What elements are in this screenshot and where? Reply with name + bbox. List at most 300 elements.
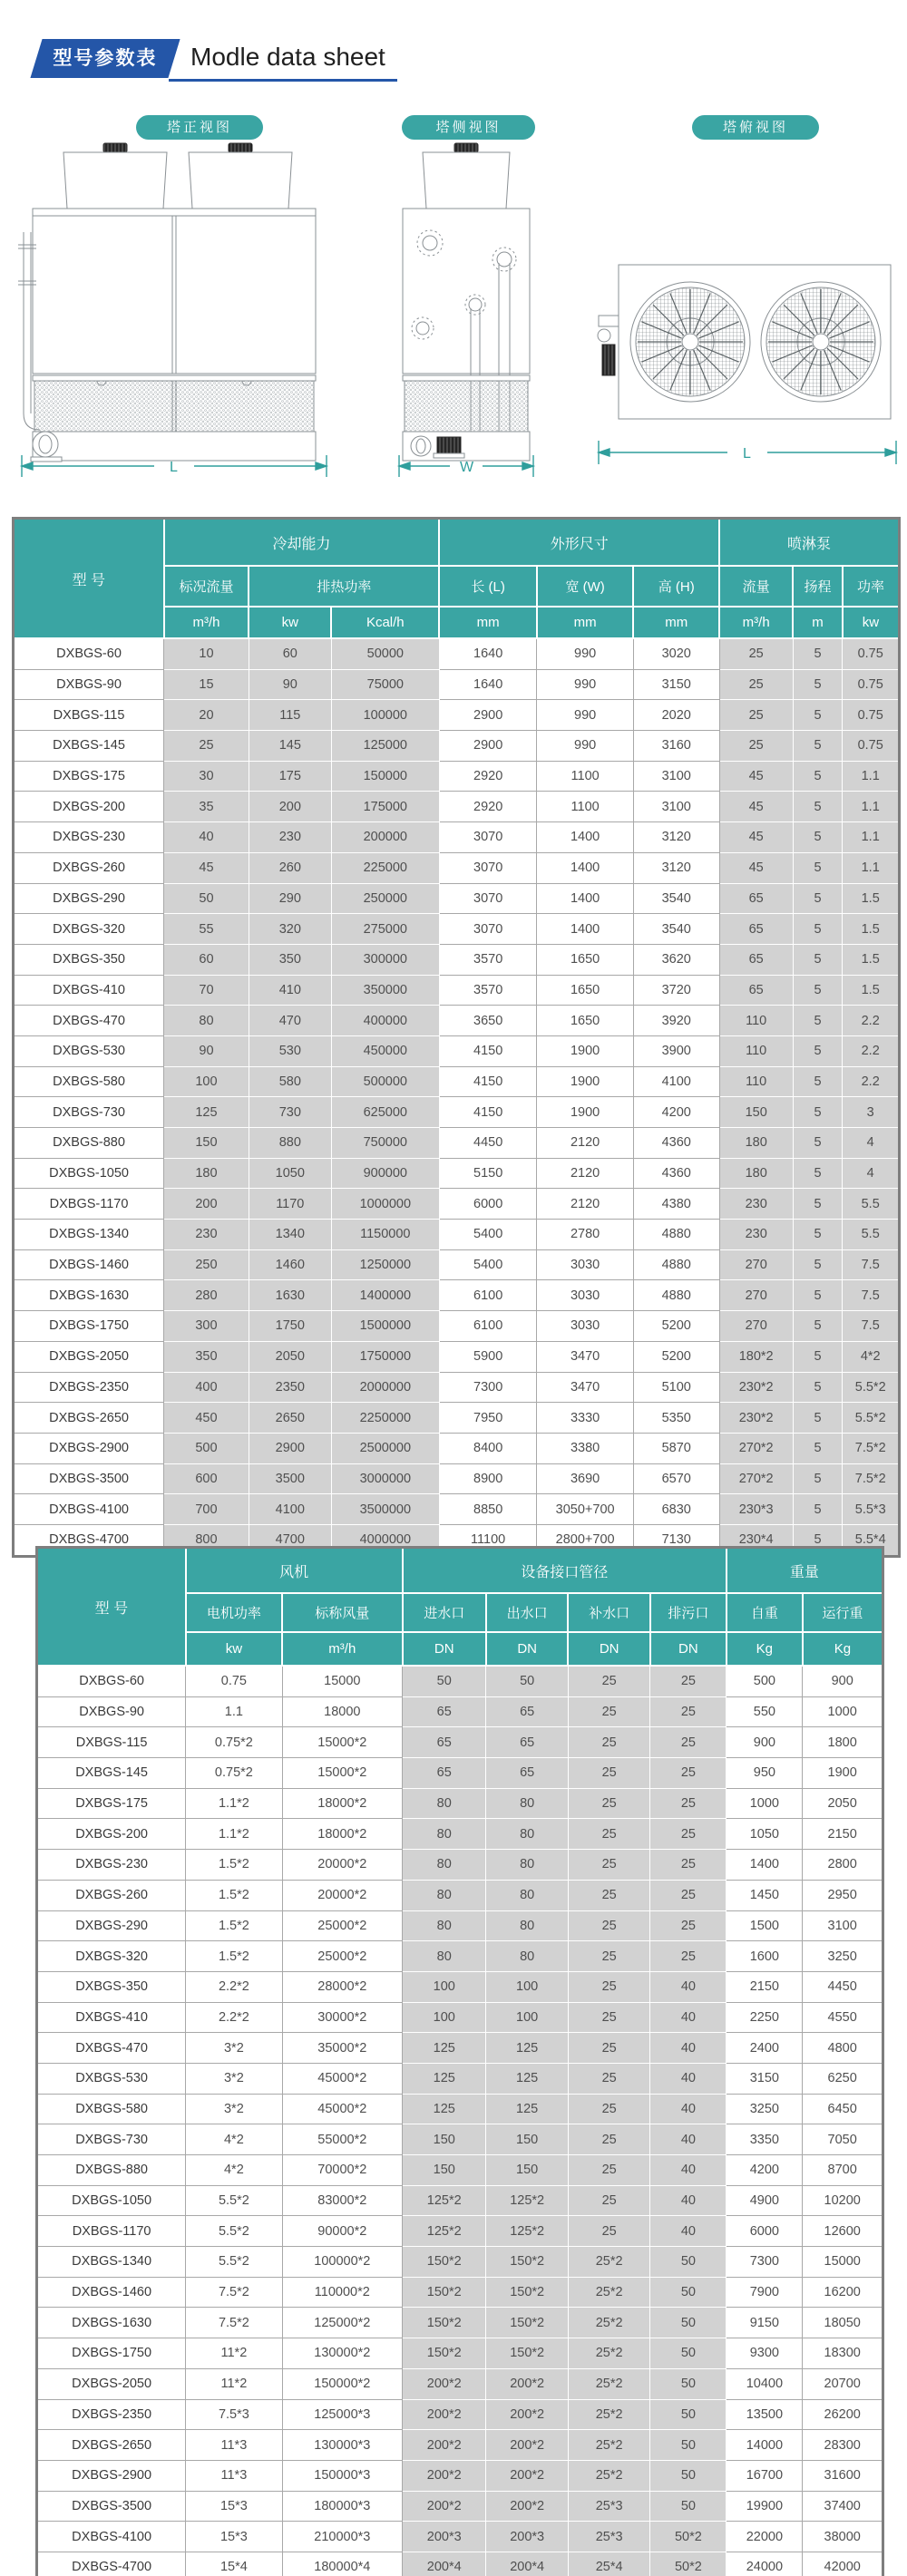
value-cell: 13500 [727,2399,803,2430]
model-cell: DXBGS-290 [37,1910,186,1941]
value-cell: 25*3 [568,2522,650,2552]
model-cell: DXBGS-90 [14,669,164,700]
value-cell: 3650 [439,1006,536,1036]
value-cell: 990 [537,638,633,669]
value-cell: 1.1 [843,761,900,792]
value-cell: 275000 [331,914,439,945]
value-cell: 25 [650,1758,727,1789]
value-cell: 410 [249,975,331,1006]
model-cell: DXBGS-2350 [37,2399,186,2430]
value-cell: 350 [164,1341,249,1372]
value-cell: 125000*2 [282,2308,402,2338]
value-cell: 200*2 [486,2460,569,2491]
value-cell: 25 [650,1696,727,1727]
value-cell: 3070 [439,883,536,914]
value-cell: 65 [403,1696,486,1727]
value-cell: 0.75*2 [186,1758,282,1789]
model-cell: DXBGS-4700 [37,2552,186,2576]
value-cell: 40 [650,2185,727,2216]
value-cell: 5 [793,1433,843,1463]
value-cell: 6250 [803,2063,883,2094]
value-cell: 5870 [633,1433,719,1463]
value-cell: 40 [650,2063,727,2094]
value-cell: 25 [568,2216,650,2247]
value-cell: 11100 [439,1524,536,1556]
value-cell: 3330 [537,1403,633,1434]
value-cell: 80 [486,1788,569,1819]
value-cell: 270 [719,1280,793,1311]
value-cell: 45000*2 [282,2063,402,2094]
value-cell: 3500 [249,1463,331,1494]
model-cell: DXBGS-880 [37,2155,186,2186]
table1-header [14,519,900,639]
value-cell: 3030 [537,1280,633,1311]
value-cell: 4450 [439,1128,536,1159]
value-cell: 110 [719,1006,793,1036]
value-cell: 450000 [331,1035,439,1066]
model-cell: DXBGS-3500 [37,2491,186,2522]
table-row [37,1727,883,1758]
value-cell: 3150 [727,2063,803,2094]
value-cell: 4*2 [186,2155,282,2186]
table-row [37,2399,883,2430]
value-cell: 5 [793,1463,843,1494]
value-cell: 50 [650,2399,727,2430]
value-cell: 9300 [727,2338,803,2369]
table-row [14,944,900,975]
value-cell: 6450 [803,2094,883,2124]
value-cell: 2020 [633,700,719,731]
value-cell: 25 [650,1727,727,1758]
value-cell: 50 [650,2277,727,2308]
value-cell: 80 [403,1941,486,1972]
value-cell: 45 [719,822,793,853]
value-cell: 1800 [803,1727,883,1758]
table-row [14,731,900,762]
value-cell: 50*2 [650,2522,727,2552]
value-cell: 210000*3 [282,2522,402,2552]
value-cell: 25 [719,731,793,762]
value-cell: 80 [164,1006,249,1036]
table-row [14,1311,900,1342]
value-cell: 2150 [727,1971,803,2002]
value-cell: 7050 [803,2124,883,2155]
value-cell: 200*2 [486,2399,569,2430]
value-cell: 3100 [633,761,719,792]
value-cell: 5 [793,1035,843,1066]
table-row [37,2247,883,2278]
value-cell: 4150 [439,1066,536,1097]
value-cell: 2800+700 [537,1524,633,1556]
value-cell: 55000*2 [282,2124,402,2155]
value-cell: 7300 [727,2247,803,2278]
model-cell: DXBGS-2350 [14,1372,164,1403]
value-cell: 3030 [537,1311,633,1342]
table-row [37,2063,883,2094]
value-cell: 2.2 [843,1035,900,1066]
value-cell: 3*2 [186,2063,282,2094]
value-cell: 5 [793,1097,843,1128]
value-cell: 150 [486,2155,569,2186]
value-cell: 270*2 [719,1463,793,1494]
col-header-makeup-water: 补水口 [568,1593,650,1632]
model-cell: DXBGS-290 [14,883,164,914]
value-cell: 40 [650,1971,727,2002]
value-cell: 22000 [727,2522,803,2552]
value-cell: 990 [537,731,633,762]
value-cell: 45 [719,792,793,822]
table-row [37,1758,883,1789]
value-cell: 1.5 [843,914,900,945]
value-cell: 3 [843,1097,900,1128]
spec-table-fan-weight [35,1546,884,2576]
value-cell: 1.5*2 [186,1880,282,1910]
model-cell: DXBGS-4100 [37,2522,186,2552]
value-cell: 25 [164,731,249,762]
value-cell: 8850 [439,1494,536,1525]
value-cell: 3120 [633,822,719,853]
value-cell: 50000 [331,638,439,669]
table-row [14,1035,900,1066]
model-cell: DXBGS-350 [37,1971,186,2002]
value-cell: 130000*3 [282,2430,402,2461]
value-cell: 18050 [803,2308,883,2338]
value-cell: 110000*2 [282,2277,402,2308]
table-row [14,1097,900,1128]
value-cell: 125*2 [403,2185,486,2216]
value-cell: 5 [793,1311,843,1342]
value-cell: 150 [719,1097,793,1128]
value-cell: 25 [568,2002,650,2033]
value-cell: 5100 [633,1372,719,1403]
value-cell: 230*4 [719,1524,793,1556]
value-cell: 580 [249,1066,331,1097]
value-cell: 880 [249,1128,331,1159]
value-cell: 200*2 [486,2491,569,2522]
table-row [37,2460,883,2491]
unit-cell: mm [633,607,719,638]
value-cell: 5 [793,1249,843,1280]
value-cell: 15000 [803,2247,883,2278]
value-cell: 125 [486,2094,569,2124]
table-row [37,1941,883,1972]
model-cell: DXBGS-350 [14,944,164,975]
value-cell: 125 [164,1097,249,1128]
table-row [14,1372,900,1403]
value-cell: 6830 [633,1494,719,1525]
top-view-drawing [595,259,900,479]
model-cell: DXBGS-260 [14,852,164,883]
value-cell: 3720 [633,975,719,1006]
value-cell: 4150 [439,1097,536,1128]
value-cell: 230 [164,1220,249,1250]
value-cell: 80 [486,1850,569,1881]
value-cell: 150000*3 [282,2460,402,2491]
value-cell: 1900 [537,1035,633,1066]
value-cell: 25 [650,1910,727,1941]
value-cell: 25 [650,1880,727,1910]
title-underline [169,79,397,82]
value-cell: 200000 [331,822,439,853]
value-cell: 180 [164,1158,249,1189]
value-cell: 145 [249,731,331,762]
table-row [14,669,900,700]
value-cell: 100 [486,1971,569,2002]
value-cell: 45 [719,852,793,883]
value-cell: 15 [164,669,249,700]
group-header-pipe-connections: 设备接口管径 [403,1548,727,1594]
group-header-cooling: 冷却能力 [164,519,440,567]
value-cell: 1050 [249,1158,331,1189]
col-header-model: 型 号 [37,1548,186,1667]
table-row [14,1006,900,1036]
model-cell: DXBGS-470 [14,1006,164,1036]
value-cell: 900 [803,1666,883,1696]
col-header-height: 高 (H) [633,566,719,607]
table-row [37,2124,883,2155]
value-cell: 2120 [537,1158,633,1189]
value-cell: 50 [164,883,249,914]
dim-label-front: L [170,460,178,475]
badge-front-view: 塔正视图 [136,115,263,140]
title-badge [30,39,180,78]
value-cell: 30000*2 [282,2002,402,2033]
value-cell: 25000*2 [282,1941,402,1972]
model-cell: DXBGS-1340 [14,1220,164,1250]
value-cell: 3030 [537,1249,633,1280]
value-cell: 10 [164,638,249,669]
value-cell: 550 [727,1696,803,1727]
model-cell: DXBGS-260 [37,1880,186,1910]
value-cell: 40 [164,822,249,853]
value-cell: 8400 [439,1433,536,1463]
value-cell: 0.75 [186,1666,282,1696]
value-cell: 4450 [803,1971,883,2002]
value-cell: 1000000 [331,1189,439,1220]
value-cell: 5 [793,1524,843,1556]
value-cell: 25 [719,700,793,731]
value-cell: 5 [793,914,843,945]
value-cell: 50 [650,2338,727,2369]
value-cell: 80 [403,1880,486,1910]
unit-cell: mm [537,607,633,638]
value-cell: 25 [568,2155,650,2186]
value-cell: 200*2 [403,2399,486,2430]
value-cell: 200*3 [486,2522,569,2552]
badge-side-view: 塔侧视图 [402,115,535,140]
value-cell: 7.5*2 [843,1433,900,1463]
value-cell: 3690 [537,1463,633,1494]
model-cell: DXBGS-410 [37,2002,186,2033]
value-cell: 25 [568,1850,650,1881]
value-cell: 200*4 [486,2552,569,2576]
value-cell: 100 [403,1971,486,2002]
page-title: Modle data sheet [190,43,385,71]
value-cell: 270*2 [719,1433,793,1463]
value-cell: 2950 [803,1880,883,1910]
value-cell: 3050+700 [537,1494,633,1525]
value-cell: 125*2 [403,2216,486,2247]
value-cell: 25 [568,1727,650,1758]
value-cell: 15*3 [186,2522,282,2552]
value-cell: 25 [568,1819,650,1850]
value-cell: 80 [403,1788,486,1819]
group-header-spray-pump: 喷淋泵 [719,519,899,567]
value-cell: 3570 [439,975,536,1006]
col-header-net-weight: 自重 [727,1593,803,1632]
model-cell: DXBGS-1460 [37,2277,186,2308]
value-cell: 950 [727,1758,803,1789]
value-cell: 80 [403,1819,486,1850]
value-cell: 150000*2 [282,2368,402,2399]
model-cell: DXBGS-115 [37,1727,186,1758]
value-cell: 1.5*2 [186,1910,282,1941]
value-cell: 25*4 [568,2552,650,2576]
value-cell: 250000 [331,883,439,914]
value-cell: 5200 [633,1311,719,1342]
value-cell: 5400 [439,1249,536,1280]
value-cell: 4*2 [186,2124,282,2155]
value-cell: 1650 [537,944,633,975]
value-cell: 5 [793,1128,843,1159]
col-header-water-inlet: 进水口 [403,1593,486,1632]
value-cell: 80 [486,1910,569,1941]
model-cell: DXBGS-320 [37,1941,186,1972]
value-cell: 4900 [727,2185,803,2216]
value-cell: 1100 [537,792,633,822]
table-row [14,975,900,1006]
value-cell: 5 [793,1066,843,1097]
value-cell: 2050 [803,1788,883,1819]
value-cell: 110 [719,1035,793,1066]
value-cell: 1600 [727,1941,803,1972]
model-cell: DXBGS-2900 [37,2460,186,2491]
value-cell: 65 [719,944,793,975]
table-row [37,2552,883,2576]
model-cell: DXBGS-1630 [14,1280,164,1311]
value-cell: 25 [568,1788,650,1819]
value-cell: 1.1 [843,792,900,822]
value-cell: 80 [486,1941,569,1972]
value-cell: 3120 [633,852,719,883]
col-header-drain: 排污口 [650,1593,727,1632]
table-row [14,1494,900,1525]
value-cell: 175000 [331,792,439,822]
unit-cell: m³/h [282,1632,402,1666]
value-cell: 4360 [633,1128,719,1159]
value-cell: 5 [793,852,843,883]
value-cell: 25 [719,669,793,700]
value-cell: 15000*2 [282,1758,402,1789]
unit-cell: kw [249,607,331,638]
value-cell: 25*2 [568,2368,650,2399]
table-row [37,1819,883,1850]
value-cell: 4200 [727,2155,803,2186]
value-cell: 1650 [537,975,633,1006]
model-cell: DXBGS-320 [14,914,164,945]
value-cell: 1.1 [843,822,900,853]
model-cell: DXBGS-1630 [37,2308,186,2338]
value-cell: 11*3 [186,2460,282,2491]
value-cell: 25 [650,1788,727,1819]
value-cell: 37400 [803,2491,883,2522]
value-cell: 50 [650,2430,727,2461]
value-cell: 180000*4 [282,2552,402,2576]
value-cell: 8700 [803,2155,883,2186]
value-cell: 5.5*2 [843,1403,900,1434]
value-cell: 5.5*3 [843,1494,900,1525]
value-cell: 2650 [249,1403,331,1434]
value-cell: 5400 [439,1220,536,1250]
col-header-water-outlet: 出水口 [486,1593,569,1632]
value-cell: 42000 [803,2552,883,2576]
value-cell: 1400000 [331,1280,439,1311]
value-cell: 25*2 [568,2430,650,2461]
value-cell: 3540 [633,883,719,914]
value-cell: 40 [650,2002,727,2033]
value-cell: 5.5 [843,1189,900,1220]
model-cell: DXBGS-175 [14,761,164,792]
value-cell: 2.2*2 [186,1971,282,2002]
value-cell: 14000 [727,2430,803,2461]
value-cell: 65 [719,883,793,914]
value-cell: 1.1 [843,852,900,883]
value-cell: 990 [537,669,633,700]
value-cell: 470 [249,1006,331,1036]
value-cell: 750000 [331,1128,439,1159]
model-cell: DXBGS-580 [37,2094,186,2124]
dim-label-side: W [460,460,474,475]
model-cell: DXBGS-115 [14,700,164,731]
model-cell: DXBGS-2050 [37,2368,186,2399]
value-cell: 990 [537,700,633,731]
value-cell: 25 [568,1971,650,2002]
value-cell: 1.5 [843,883,900,914]
value-cell: 38000 [803,2522,883,2552]
table-row [14,1249,900,1280]
value-cell: 4880 [633,1249,719,1280]
value-cell: 25 [568,2033,650,2064]
value-cell: 65 [403,1758,486,1789]
value-cell: 50 [650,2460,727,2491]
value-cell: 50 [650,2368,727,2399]
model-cell: DXBGS-4100 [14,1494,164,1525]
value-cell: 900 [727,1727,803,1758]
value-cell: 50 [403,1666,486,1696]
table-row [37,1971,883,2002]
value-cell: 5.5*2 [186,2247,282,2278]
value-cell: 5 [793,1220,843,1250]
value-cell: 3250 [727,2094,803,2124]
value-cell: 4 [843,1158,900,1189]
value-cell: 6100 [439,1311,536,1342]
value-cell: 110 [719,1066,793,1097]
value-cell: 450 [164,1403,249,1434]
value-cell: 1400 [537,883,633,914]
value-cell: 5 [793,975,843,1006]
table-row [37,2094,883,2124]
model-cell: DXBGS-1170 [37,2216,186,2247]
model-cell: DXBGS-2650 [37,2430,186,2461]
value-cell: 730 [249,1097,331,1128]
value-cell: 50 [650,2491,727,2522]
table1-body [14,638,900,1556]
table-row [37,2277,883,2308]
model-cell: DXBGS-3500 [14,1463,164,1494]
value-cell: 11*2 [186,2338,282,2369]
value-cell: 1900 [803,1758,883,1789]
unit-cell: DN [650,1632,727,1666]
